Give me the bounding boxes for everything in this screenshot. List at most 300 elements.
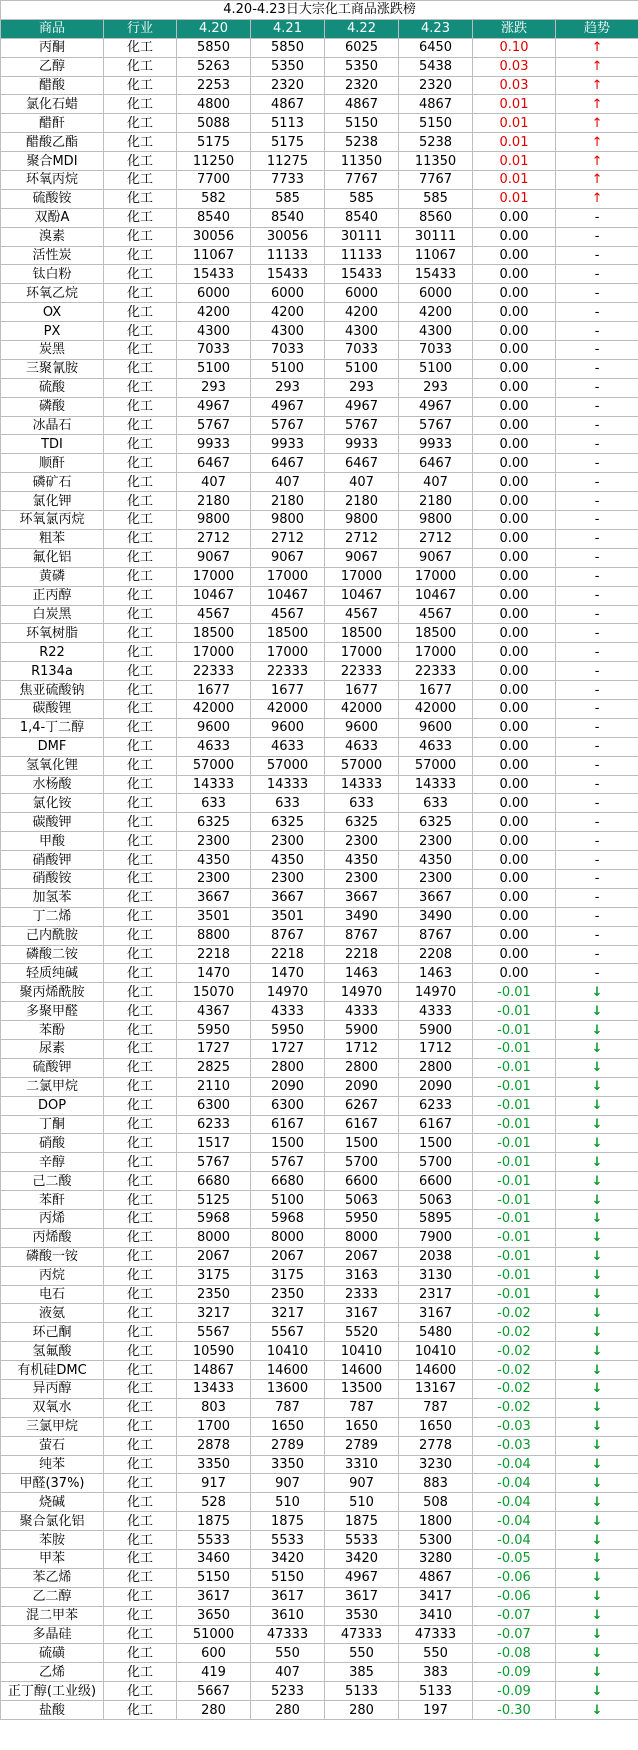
change-cell: 0.00: [473, 511, 556, 530]
price-cell-4: 407: [399, 473, 473, 492]
table-row: [1, 983, 638, 1002]
price-cell-4: 9067: [399, 548, 473, 567]
price-cell-3: 5520: [325, 1323, 399, 1342]
price-cell-3: 2090: [325, 1077, 399, 1096]
price-cell-1: 6467: [177, 454, 251, 473]
commodity-name-cell: 碳酸钾: [1, 813, 104, 832]
price-cell-3: 407: [325, 473, 399, 492]
price-cell-3: 8767: [325, 926, 399, 945]
price-cell-4: 3130: [399, 1266, 473, 1285]
price-cell-3: 10410: [325, 1342, 399, 1361]
industry-cell: 化工: [104, 1701, 177, 1720]
price-cell-4: 2090: [399, 1077, 473, 1096]
table-row: [1, 454, 638, 473]
price-cell-1: 18500: [177, 624, 251, 643]
price-cell-3: 14333: [325, 775, 399, 794]
table-row: [1, 1172, 638, 1191]
price-cell-2: 4633: [251, 737, 325, 756]
change-cell: 0.00: [473, 813, 556, 832]
change-cell: 0.00: [473, 888, 556, 907]
industry-cell: 化工: [104, 718, 177, 737]
change-cell: -0.06: [473, 1568, 556, 1587]
header-row: [1, 19, 638, 38]
price-cell-1: 9067: [177, 548, 251, 567]
table-row: [1, 1002, 638, 1021]
price-cell-3: 1650: [325, 1417, 399, 1436]
price-cell-2: 7733: [251, 171, 325, 190]
commodity-name-cell: 磷酸二铵: [1, 945, 104, 964]
table-row: [1, 1701, 638, 1720]
price-cell-1: 5125: [177, 1191, 251, 1210]
change-cell: 0.00: [473, 926, 556, 945]
trend-down-arrow-icon: ↓: [556, 1550, 638, 1569]
change-cell: -0.02: [473, 1323, 556, 1342]
commodity-name-cell: 炭黑: [1, 341, 104, 360]
industry-cell: 化工: [104, 1153, 177, 1172]
industry-cell: 化工: [104, 246, 177, 265]
change-cell: 0.00: [473, 832, 556, 851]
price-cell-1: 51000: [177, 1625, 251, 1644]
price-cell-4: 6233: [399, 1096, 473, 1115]
change-cell: 0.00: [473, 567, 556, 586]
trend-flat-dash: -: [556, 246, 638, 265]
price-cell-4: 13167: [399, 1380, 473, 1399]
price-cell-1: 10467: [177, 586, 251, 605]
price-cell-1: 8800: [177, 926, 251, 945]
price-cell-4: 11067: [399, 246, 473, 265]
price-cell-2: 6000: [251, 284, 325, 303]
table-row: [1, 1153, 638, 1172]
price-cell-2: 5233: [251, 1682, 325, 1701]
change-cell: -0.01: [473, 1210, 556, 1229]
price-cell-3: 3310: [325, 1455, 399, 1474]
price-cell-4: 5900: [399, 1021, 473, 1040]
title-row: [1, 1, 638, 20]
trend-flat-dash: -: [556, 359, 638, 378]
industry-cell: 化工: [104, 756, 177, 775]
table-row: [1, 133, 638, 152]
trend-flat-dash: -: [556, 511, 638, 530]
commodity-name-cell: DOP: [1, 1096, 104, 1115]
price-cell-1: 2300: [177, 869, 251, 888]
price-cell-2: 2067: [251, 1247, 325, 1266]
table-row: [1, 1304, 638, 1323]
price-cell-2: 6467: [251, 454, 325, 473]
change-cell: -0.05: [473, 1550, 556, 1569]
industry-cell: 化工: [104, 1039, 177, 1058]
price-cell-1: 528: [177, 1493, 251, 1512]
price-cell-2: 11275: [251, 152, 325, 171]
price-cell-1: 6300: [177, 1096, 251, 1115]
table-row: [1, 473, 638, 492]
trend-down-arrow-icon: ↓: [556, 1606, 638, 1625]
price-cell-1: 2067: [177, 1247, 251, 1266]
trend-flat-dash: -: [556, 529, 638, 548]
commodity-name-cell: 己二酸: [1, 1172, 104, 1191]
price-cell-4: 10467: [399, 586, 473, 605]
change-cell: 0.00: [473, 397, 556, 416]
trend-flat-dash: -: [556, 888, 638, 907]
price-cell-1: 280: [177, 1701, 251, 1720]
commodity-name-cell: 丙烯酸: [1, 1228, 104, 1247]
trend-flat-dash: -: [556, 699, 638, 718]
price-cell-1: 600: [177, 1644, 251, 1663]
price-cell-1: 2110: [177, 1077, 251, 1096]
price-cell-1: 57000: [177, 756, 251, 775]
industry-cell: 化工: [104, 303, 177, 322]
trend-down-arrow-icon: ↓: [556, 1228, 638, 1247]
trend-up-arrow-icon: ↑: [556, 114, 638, 133]
change-cell: 0.03: [473, 76, 556, 95]
change-cell: 0.00: [473, 586, 556, 605]
price-cell-1: 17000: [177, 567, 251, 586]
industry-cell: 化工: [104, 152, 177, 171]
price-cell-4: 1463: [399, 964, 473, 983]
industry-cell: 化工: [104, 1644, 177, 1663]
commodity-name-cell: 苯胺: [1, 1531, 104, 1550]
price-cell-4: 17000: [399, 567, 473, 586]
price-cell-2: 1500: [251, 1134, 325, 1153]
price-cell-4: 14970: [399, 983, 473, 1002]
commodity-name-cell: 顺酐: [1, 454, 104, 473]
price-cell-1: 2350: [177, 1285, 251, 1304]
trend-down-arrow-icon: ↓: [556, 1568, 638, 1587]
trend-flat-dash: -: [556, 945, 638, 964]
commodity-name-cell: 硫磺: [1, 1644, 104, 1663]
trend-down-arrow-icon: ↓: [556, 1436, 638, 1455]
price-cell-3: 5350: [325, 57, 399, 76]
price-cell-4: 2038: [399, 1247, 473, 1266]
change-cell: 0.01: [473, 114, 556, 133]
change-cell: -0.01: [473, 1247, 556, 1266]
commodity-name-cell: 1,4-丁二醇: [1, 718, 104, 737]
trend-flat-dash: -: [556, 737, 638, 756]
table-row: [1, 851, 638, 870]
table-row: [1, 1531, 638, 1550]
commodity-name-cell: 烧碱: [1, 1493, 104, 1512]
industry-cell: 化工: [104, 1512, 177, 1531]
price-cell-2: 10410: [251, 1342, 325, 1361]
price-cell-1: 5850: [177, 38, 251, 57]
commodity-name-cell: 三氯甲烷: [1, 1417, 104, 1436]
price-cell-3: 9600: [325, 718, 399, 737]
commodity-name-cell: 电石: [1, 1285, 104, 1304]
industry-cell: 化工: [104, 699, 177, 718]
trend-up-arrow-icon: ↑: [556, 38, 638, 57]
change-cell: 0.00: [473, 416, 556, 435]
price-cell-3: 4200: [325, 303, 399, 322]
commodity-name-cell: 环氧氯丙烷: [1, 511, 104, 530]
trend-down-arrow-icon: ↓: [556, 1096, 638, 1115]
commodity-name-cell: 水杨酸: [1, 775, 104, 794]
price-cell-4: 2208: [399, 945, 473, 964]
price-cell-2: 14600: [251, 1361, 325, 1380]
price-cell-4: 8560: [399, 208, 473, 227]
price-cell-2: 1470: [251, 964, 325, 983]
price-cell-4: 15433: [399, 265, 473, 284]
trend-down-arrow-icon: ↓: [556, 1153, 638, 1172]
commodity-name-cell: 三聚氰胺: [1, 359, 104, 378]
price-cell-2: 9067: [251, 548, 325, 567]
trend-flat-dash: -: [556, 378, 638, 397]
trend-flat-dash: -: [556, 454, 638, 473]
trend-flat-dash: -: [556, 718, 638, 737]
commodity-name-cell: 己内酰胺: [1, 926, 104, 945]
change-cell: 0.00: [473, 246, 556, 265]
industry-cell: 化工: [104, 1191, 177, 1210]
price-cell-2: 907: [251, 1474, 325, 1493]
header-trend: 趋势: [556, 19, 638, 38]
trend-down-arrow-icon: ↓: [556, 1342, 638, 1361]
change-cell: 0.00: [473, 737, 556, 756]
change-cell: 0.00: [473, 208, 556, 227]
price-cell-2: 4200: [251, 303, 325, 322]
trend-flat-dash: -: [556, 284, 638, 303]
table-title: 4.20-4.23日大宗化工商品涨跌榜: [1, 1, 638, 20]
price-cell-4: 3410: [399, 1606, 473, 1625]
table-row: [1, 624, 638, 643]
trend-up-arrow-icon: ↑: [556, 95, 638, 114]
price-cell-3: 510: [325, 1493, 399, 1512]
price-cell-4: 883: [399, 1474, 473, 1493]
table-row: [1, 737, 638, 756]
price-cell-1: 9933: [177, 435, 251, 454]
table-row: [1, 1228, 638, 1247]
price-cell-4: 4867: [399, 95, 473, 114]
table-row: [1, 284, 638, 303]
price-cell-1: 5950: [177, 1021, 251, 1040]
price-cell-2: 6167: [251, 1115, 325, 1134]
price-cell-4: 5700: [399, 1153, 473, 1172]
price-cell-1: 4633: [177, 737, 251, 756]
industry-cell: 化工: [104, 76, 177, 95]
price-cell-4: 2300: [399, 869, 473, 888]
change-cell: -0.01: [473, 1191, 556, 1210]
price-cell-4: 633: [399, 794, 473, 813]
commodity-name-cell: 尿素: [1, 1039, 104, 1058]
price-cell-2: 3350: [251, 1455, 325, 1474]
table-row: [1, 1323, 638, 1342]
industry-cell: 化工: [104, 983, 177, 1002]
price-cell-3: 6167: [325, 1115, 399, 1134]
industry-cell: 化工: [104, 454, 177, 473]
industry-cell: 化工: [104, 1266, 177, 1285]
trend-flat-dash: -: [556, 681, 638, 700]
price-cell-1: 4367: [177, 1002, 251, 1021]
commodity-name-cell: 盐酸: [1, 1701, 104, 1720]
price-cell-1: 5263: [177, 57, 251, 76]
change-cell: 0.01: [473, 189, 556, 208]
commodity-name-cell: 氯化铵: [1, 794, 104, 813]
price-cell-1: 5175: [177, 133, 251, 152]
commodity-name-cell: 苯酐: [1, 1191, 104, 1210]
price-cell-4: 57000: [399, 756, 473, 775]
trend-up-arrow-icon: ↑: [556, 76, 638, 95]
table-row: [1, 76, 638, 95]
change-cell: -0.01: [473, 1039, 556, 1058]
commodity-name-cell: 聚合氯化铝: [1, 1512, 104, 1531]
commodity-name-cell: 醋酸: [1, 76, 104, 95]
industry-cell: 化工: [104, 1285, 177, 1304]
table-row: [1, 1587, 638, 1606]
industry-cell: 化工: [104, 397, 177, 416]
price-cell-3: 5133: [325, 1682, 399, 1701]
table-row: [1, 1606, 638, 1625]
trend-flat-dash: -: [556, 624, 638, 643]
table-row: [1, 38, 638, 57]
price-cell-1: 5767: [177, 416, 251, 435]
commodity-name-cell: R22: [1, 643, 104, 662]
price-cell-3: 17000: [325, 567, 399, 586]
table-row: [1, 1417, 638, 1436]
price-cell-3: 4567: [325, 605, 399, 624]
commodity-name-cell: 双氧水: [1, 1398, 104, 1417]
price-cell-3: 1875: [325, 1512, 399, 1531]
price-cell-4: 47333: [399, 1625, 473, 1644]
table-row: [1, 208, 638, 227]
price-cell-3: 3163: [325, 1266, 399, 1285]
change-cell: 0.00: [473, 794, 556, 813]
price-cell-1: 4350: [177, 851, 251, 870]
price-cell-2: 15433: [251, 265, 325, 284]
change-cell: -0.02: [473, 1361, 556, 1380]
price-cell-4: 197: [399, 1701, 473, 1720]
price-cell-1: 2300: [177, 832, 251, 851]
price-cell-4: 7033: [399, 341, 473, 360]
table-row: [1, 907, 638, 926]
trend-up-arrow-icon: ↑: [556, 152, 638, 171]
price-cell-2: 5968: [251, 1210, 325, 1229]
change-cell: 0.00: [473, 964, 556, 983]
trend-down-arrow-icon: ↓: [556, 1455, 638, 1474]
change-cell: -0.02: [473, 1380, 556, 1399]
trend-flat-dash: -: [556, 567, 638, 586]
price-cell-4: 5438: [399, 57, 473, 76]
commodity-name-cell: OX: [1, 303, 104, 322]
industry-cell: 化工: [104, 1398, 177, 1417]
table-row: [1, 548, 638, 567]
price-cell-3: 5100: [325, 359, 399, 378]
price-cell-4: 6467: [399, 454, 473, 473]
price-cell-4: 5150: [399, 114, 473, 133]
change-cell: 0.00: [473, 775, 556, 794]
price-cell-2: 4867: [251, 95, 325, 114]
price-cell-1: 11067: [177, 246, 251, 265]
table-row: [1, 586, 638, 605]
header-date-2: 4.21: [251, 19, 325, 38]
commodity-name-cell: 丁二烯: [1, 907, 104, 926]
change-cell: 0.00: [473, 529, 556, 548]
header-date-1: 4.20: [177, 19, 251, 38]
industry-cell: 化工: [104, 473, 177, 492]
trend-flat-dash: -: [556, 907, 638, 926]
industry-cell: 化工: [104, 1531, 177, 1550]
price-cell-4: 508: [399, 1493, 473, 1512]
trend-flat-dash: -: [556, 473, 638, 492]
change-cell: 0.00: [473, 322, 556, 341]
price-cell-2: 8767: [251, 926, 325, 945]
trend-flat-dash: -: [556, 265, 638, 284]
price-cell-3: 4633: [325, 737, 399, 756]
table-row: [1, 926, 638, 945]
commodity-name-cell: 轻质纯碱: [1, 964, 104, 983]
price-cell-2: 5113: [251, 114, 325, 133]
industry-cell: 化工: [104, 1417, 177, 1436]
commodity-name-cell: 冰晶石: [1, 416, 104, 435]
table-row: [1, 1474, 638, 1493]
industry-cell: 化工: [104, 359, 177, 378]
change-cell: -0.07: [473, 1625, 556, 1644]
industry-cell: 化工: [104, 1096, 177, 1115]
commodity-name-cell: 乙醇: [1, 57, 104, 76]
price-cell-3: 2067: [325, 1247, 399, 1266]
price-cell-1: 1517: [177, 1134, 251, 1153]
commodity-name-cell: 液氨: [1, 1304, 104, 1323]
price-cell-3: 5063: [325, 1191, 399, 1210]
price-cell-1: 3217: [177, 1304, 251, 1323]
price-cell-2: 407: [251, 473, 325, 492]
change-cell: -0.01: [473, 1266, 556, 1285]
table-row: [1, 869, 638, 888]
commodity-name-cell: 混二甲苯: [1, 1606, 104, 1625]
table-row: [1, 718, 638, 737]
price-cell-1: 803: [177, 1398, 251, 1417]
price-cell-1: 3350: [177, 1455, 251, 1474]
price-cell-4: 5100: [399, 359, 473, 378]
change-cell: -0.01: [473, 1002, 556, 1021]
price-cell-4: 2300: [399, 832, 473, 851]
price-cell-3: 2320: [325, 76, 399, 95]
change-cell: -0.04: [473, 1455, 556, 1474]
price-cell-3: 14970: [325, 983, 399, 1002]
price-cell-3: 57000: [325, 756, 399, 775]
industry-cell: 化工: [104, 114, 177, 133]
price-cell-3: 8540: [325, 208, 399, 227]
table-row: [1, 662, 638, 681]
trend-down-arrow-icon: ↓: [556, 1172, 638, 1191]
price-cell-2: 5100: [251, 359, 325, 378]
price-cell-1: 6325: [177, 813, 251, 832]
change-cell: -0.01: [473, 983, 556, 1002]
change-cell: 0.00: [473, 548, 556, 567]
industry-cell: 化工: [104, 341, 177, 360]
table-row: [1, 1115, 638, 1134]
price-cell-4: 14333: [399, 775, 473, 794]
price-cell-2: 293: [251, 378, 325, 397]
price-cell-2: 14970: [251, 983, 325, 1002]
change-cell: -0.02: [473, 1342, 556, 1361]
price-cell-1: 15070: [177, 983, 251, 1002]
trend-down-arrow-icon: ↓: [556, 1077, 638, 1096]
industry-cell: 化工: [104, 869, 177, 888]
trend-flat-dash: -: [556, 926, 638, 945]
price-cell-3: 2180: [325, 492, 399, 511]
price-cell-3: 385: [325, 1663, 399, 1682]
price-cell-1: 5088: [177, 114, 251, 133]
price-cell-3: 30111: [325, 227, 399, 246]
trend-flat-dash: -: [556, 341, 638, 360]
table-row: [1, 435, 638, 454]
commodity-name-cell: 氢氟酸: [1, 1342, 104, 1361]
price-cell-2: 787: [251, 1398, 325, 1417]
trend-flat-dash: -: [556, 548, 638, 567]
change-cell: -0.03: [473, 1436, 556, 1455]
trend-down-arrow-icon: ↓: [556, 1285, 638, 1304]
change-cell: 0.00: [473, 718, 556, 737]
price-cell-3: 5150: [325, 114, 399, 133]
trend-flat-dash: -: [556, 813, 638, 832]
commodity-name-cell: 甲酸: [1, 832, 104, 851]
